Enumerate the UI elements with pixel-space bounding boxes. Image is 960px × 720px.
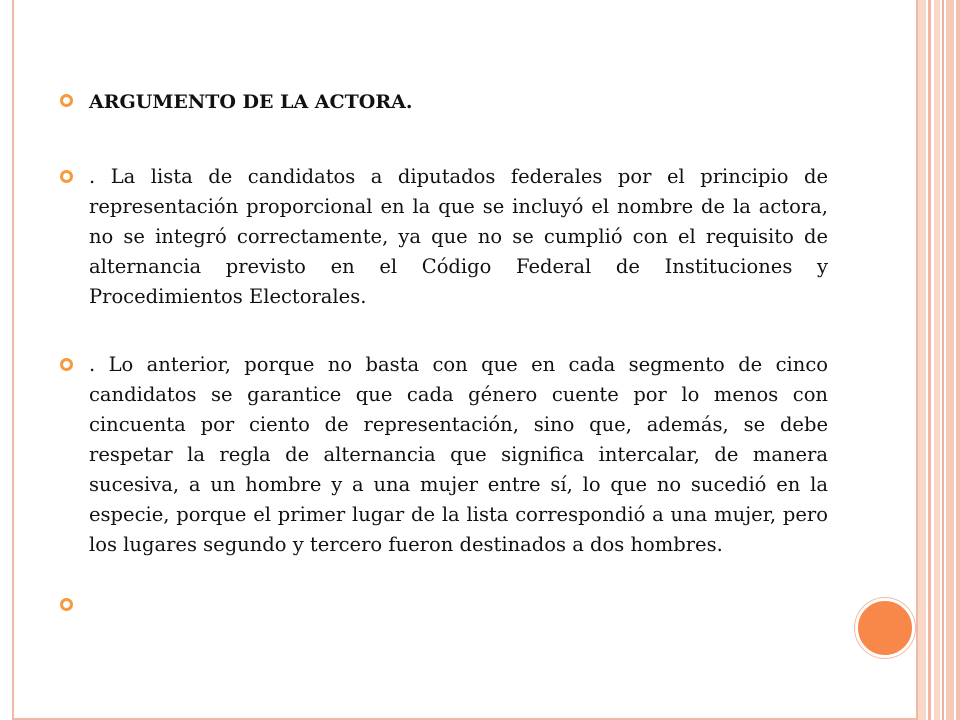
paragraph-2 xyxy=(60,350,828,560)
bullet-icon xyxy=(60,598,73,611)
bullet-icon xyxy=(60,170,73,183)
heading-item xyxy=(60,80,828,124)
slide-heading: ARGUMENTO DE LA ACTORA. xyxy=(89,91,413,113)
decorative-circle xyxy=(855,598,915,658)
slide-content xyxy=(60,80,828,620)
paragraph-text: . La lista de candidatos a diputados federales por el principio de representación proporcional en la que se incluyó el nombre de la actora, no se integró correctamente, ya que no se cumplió con el requisito de alternancia previsto en el Código Federal de Instituciones y Procedimientos Electorales. xyxy=(89,165,828,308)
empty-bullet-item xyxy=(60,594,828,620)
bullet-icon xyxy=(60,358,73,371)
decorative-stripes xyxy=(918,0,960,720)
paragraph-1 xyxy=(60,162,828,312)
paragraph-text: . Lo anterior, porque no basta con que en cada segmento de cinco candidatos se garantice que cada género cuente por lo menos con cincuenta por ciento de representación, sino que, además, se debe respetar la regla de alternancia que significa intercalar, de manera sucesiva, a un hombre y a una mujer entre sí, lo que no sucedió en la especie, porque el primer lugar de la lista correspondió a una mujer, pero los lugares segundo y tercero fueron destinados a dos hombres. xyxy=(89,353,828,556)
bullet-icon xyxy=(60,94,73,107)
